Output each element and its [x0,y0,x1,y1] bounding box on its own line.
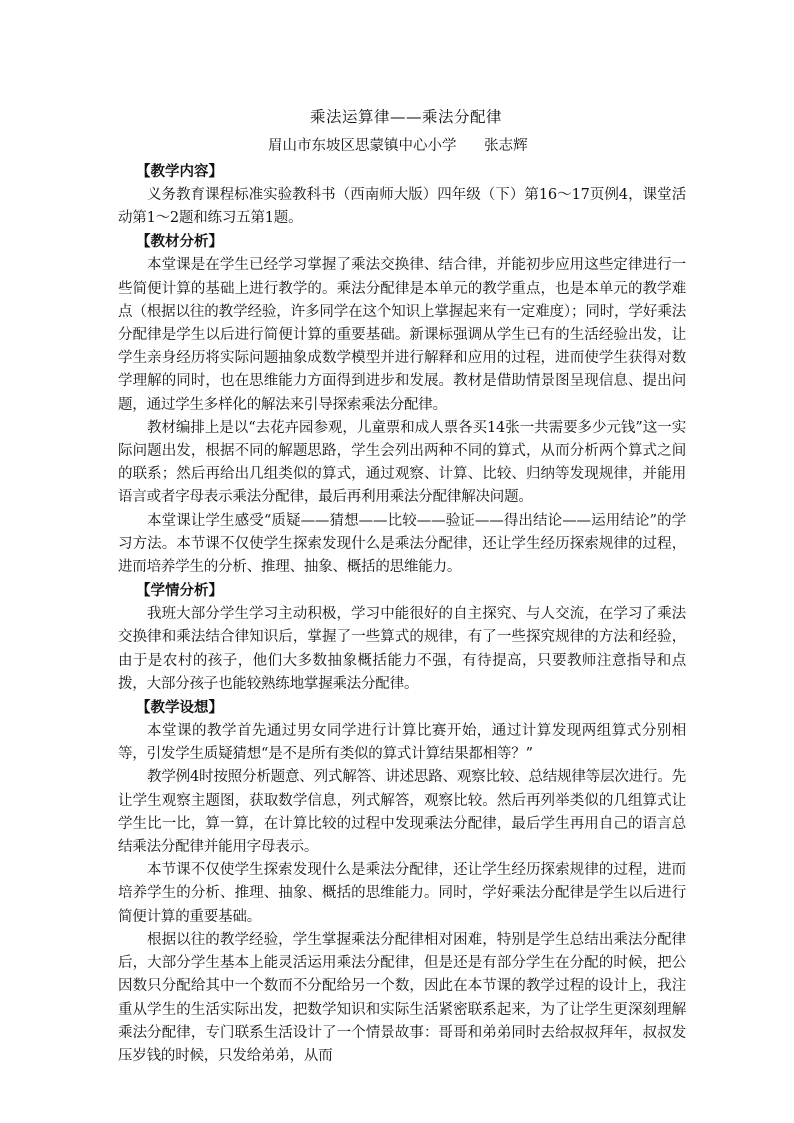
section-paragraph: 教学例4时按照分析题意、列式解答、讲述思路、观察比较、总结规律等层次进行。先让学生观察主题图，获取数学信息，列式解答，观察比较。然后再列举类似的几组算式让学生比一比，算一算，在计算比较的过程中发现乘法分配律，最后学生再用自己的语言总结乘法分配律并能用字母表示。 [118,769,686,856]
section-paragraph: 根据以往的教学经验，学生掌握乘法分配律相对困难，特别是学生总结出乘法分配律后，大部分学生基本上能灵活运用乘法分配律，但是还是有部分学生在分配的时候，把公因数只分配给其中一个数而不分配给另一个数，因此在本节课的教学过程的设计上，我注重从学生的生活实际出发，把数学知识和实际生活紧密联系起来，为了让学生更深刻理解乘法分配律，专门联系生活设计了一个情景故事：哥哥和弟弟同时去给叔叔拜年，叔叔发压岁钱的时候，只发给弟弟，从而 [118,931,686,1064]
section-heading: 【教学设想】 [136,699,223,717]
section-student-analysis [118,579,686,696]
section-paragraph: 本堂课让学生感受“质疑——猜想——比较——验证——得出结论——运用结论”的学习方法。本节课不仅使学生探索发现什么是乘法分配律，还让学生经历探索规律的过程，进而培养学生的分析、推理、抽象、概括的思维能力。 [118,512,686,576]
section-heading: 【学情分析】 [136,582,223,600]
section-heading: 【教学内容】 [136,163,223,180]
document-body [118,102,686,1068]
section-textbook-analysis [118,230,686,579]
document-title: 乘法运算律——乘法分配律 [309,108,502,126]
author-line: 眉山市东坡区思蒙镇中心小学 张志辉 [268,138,528,154]
section-paragraph: 本堂课的教学首先通过男女同学进行计算比赛开始，通过计算发现两组算式分别相等，引发学生质疑猜想“是不是所有类似的算式计算结果都相等？” [118,723,686,763]
section-paragraph: 我班大部分学生学习主动积极，学习中能很好的自主探究、与人交流，在学习了乘法交换律和乘法结合律知识后，掌握了一些算式的规律，有了一些探究规律的方法和经验，由于是农村的孩子，他们大多数抽象概括能力不强，有待提高，只要教师注意指导和点拨，大部分孩子也能较熟练地掌握乘法分配律。 [118,606,686,692]
section-paragraph: 本节课不仅使学生探索发现什么是乘法分配律，还让学生经历探索规律的过程，进而培养学生的分析、推理、抽象、概括的思维能力。同时，学好乘法分配律是学生以后进行简便计算的重要基础。 [118,862,686,925]
section-heading: 【教材分析】 [136,233,223,251]
section-teaching-content [118,160,686,230]
section-paragraph: 义务教育课程标准实验教科书（西南师大版）四年级（下）第16～17页例4，课堂活动第1～2题和练习五第1题。 [118,187,686,227]
section-paragraph: 本堂课是在学生已经学习掌握了乘法交换律、结合律，并能初步应用这些定律进行一些简便计算的基础上进行教学的。乘法分配律是本单元的教学重点，也是本单元的教学难点（根据以往的教学经验，许多同学在这个知识上掌握起来有一定难度）；同时，学好乘法分配律是学生以后进行简便计算的重要基础。新课标强调从学生已有的生活经验出发，让学生亲身经历将实际问题抽象成数学模型并进行解释和应用的过程，进而使学生获得对数学理解的同时，也在思维能力方面得到进步和发展。教材是借助情景图呈现信息、提出问题，通过学生多样化的解法来引导探索乘法分配律。 [118,257,686,413]
section-paragraph: 教材编排上是以“去花卉园参观，儿童票和成人票各买14张一共需要多少元钱”这一实际问题出发，根据不同的解题思路，学生会列出两种不同的算式，从而分析两个算式之间的联系；然后再给出几组类似的算式，通过观察、计算、比较、归纳等发现规律，并能用语言或者字母表示乘法分配律，最后再利用乘法分配律解决问题。 [118,419,686,506]
section-teaching-design [118,696,686,1068]
